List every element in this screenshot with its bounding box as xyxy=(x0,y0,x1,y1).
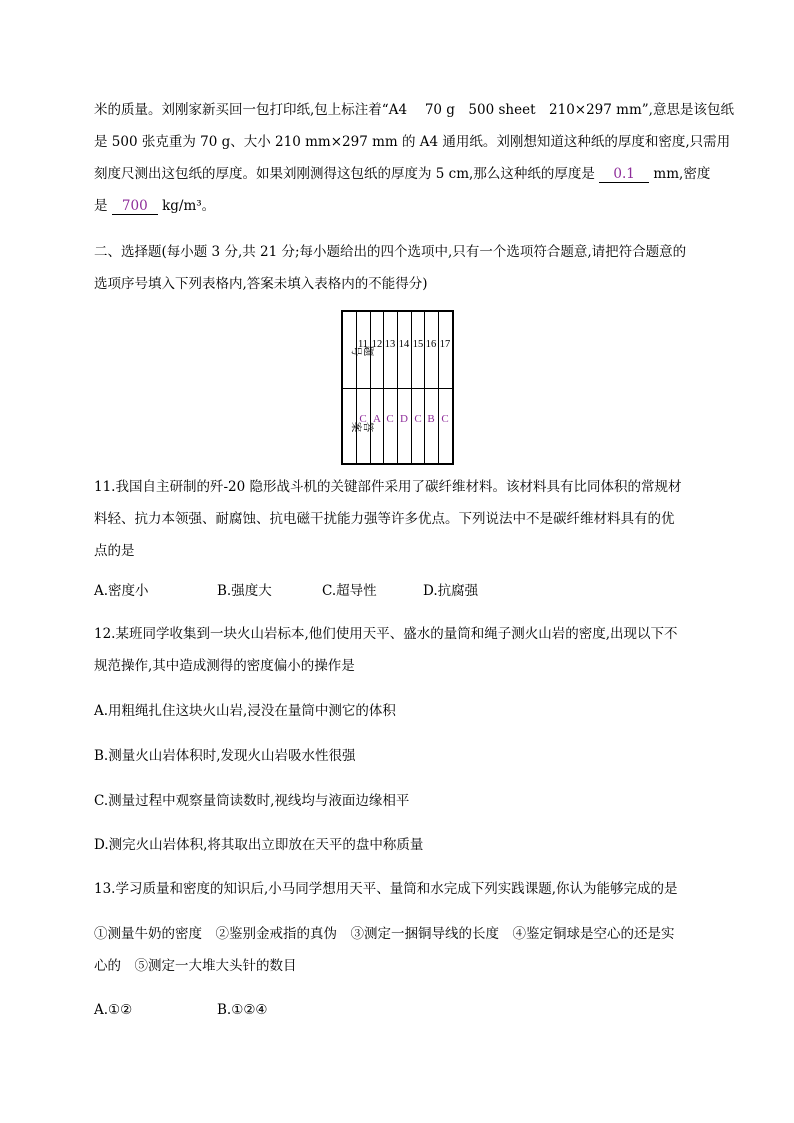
section-heading: 二、选择题(每小题 3 分,共 21 分;每小题给出的四个选项中,只有一个选项符合题意,请把符合题意的 xyxy=(94,244,687,260)
option-c: C.超导性 xyxy=(322,583,377,599)
answer-letter: C xyxy=(414,413,422,425)
table-col-divider xyxy=(397,312,398,463)
option-a: A.密度小 xyxy=(94,583,149,599)
answer-letter: B xyxy=(427,413,435,425)
question-11-stem: 料轻、抗力本领强、耐腐蚀、抗电磁干扰能力强等许多优点。下列说法中不是碳纤维材料具有的优 xyxy=(94,511,675,527)
paragraph-line xyxy=(94,197,215,215)
question-number: 15 xyxy=(412,339,424,350)
question-number: 16 xyxy=(425,339,437,350)
question-12-stem: 12.某班同学收集到一块火山岩标本,他们使用天平、盛水的量筒和绳子测火山岩的密度,出现以下不 xyxy=(94,626,678,642)
answer-letter: C xyxy=(386,413,394,425)
answer-table xyxy=(341,310,454,465)
answer-letter: D xyxy=(400,413,408,425)
table-col-divider xyxy=(370,312,371,463)
option-d: D.抗腐强 xyxy=(423,583,479,599)
question-11-stem: 点的是 xyxy=(94,543,135,559)
question-11-stem: 11.我国自主研制的歼-20 隐形战斗机的关键部件采用了碳纤维材料。该材料具有比同体积的常规材 xyxy=(94,479,682,495)
question-number: 11 xyxy=(357,339,369,350)
question-number: 14 xyxy=(398,339,410,350)
paragraph-line xyxy=(94,165,710,183)
thickness-answer: 0.1 xyxy=(599,167,649,183)
question-13-items: 心的 ⑤测定一大堆大头针的数目 xyxy=(94,958,297,974)
question-number: 13 xyxy=(384,339,396,350)
table-col-divider xyxy=(438,312,439,463)
question-number: 17 xyxy=(439,339,451,350)
paragraph-text: 刻度尺测出这包纸的厚度。如果刘刚测得这包纸的厚度为 5 cm,那么这种纸的厚度是 xyxy=(94,166,595,182)
answer-letter: C xyxy=(359,413,367,425)
question-number: 12 xyxy=(371,339,383,350)
option-b: B.测量火山岩体积时,发现火山岩吸水性很强 xyxy=(94,748,356,764)
question-13-stem: 13.学习质量和密度的知识后,小马同学想用天平、量筒和水完成下列实践课题,你认为能够完成的是 xyxy=(94,881,678,897)
option-d: D.测完火山岩体积,将其取出立即放在天平的盘中称质量 xyxy=(94,837,424,853)
density-answer: 700 xyxy=(112,199,158,215)
paragraph-text: mm,密度 xyxy=(653,166,711,182)
option-b: B.①②④ xyxy=(217,1002,268,1018)
question-12-stem: 规范操作,其中造成测得的密度偏小的操作是 xyxy=(94,658,355,674)
option-b: B.强度大 xyxy=(217,583,272,599)
option-c: C.测量过程中观察量筒读数时,视线均与液面边缘相平 xyxy=(94,793,410,809)
option-a: A.①② xyxy=(94,1002,133,1018)
table-col-divider xyxy=(424,312,425,463)
paragraph-line: 米的质量。刘刚家新买回一包打印纸,包上标注着“A4 70 g 500 sheet 210×297 mm”,意思是该包纸 xyxy=(94,102,734,118)
table-header-question: 题号 xyxy=(350,345,374,357)
paragraph-text: kg/m³。 xyxy=(162,198,216,214)
answer-letter: A xyxy=(373,413,381,425)
paragraph-line: 是 500 张克重为 70 g、大小 210 mm×297 mm 的 A4 通用纸。刘刚想知道这种纸的厚度和密度,只需用 xyxy=(94,134,731,150)
table-col-divider xyxy=(383,312,384,463)
section-heading: 选项序号填入下列表格内,答案未填入表格内的不能得分) xyxy=(94,276,428,292)
answer-letter: C xyxy=(441,413,449,425)
table-header-answer: 答案 xyxy=(350,421,374,433)
paragraph-text: 是 xyxy=(94,198,108,214)
table-col-divider xyxy=(411,312,412,463)
option-a: A.用粗绳扎住这块火山岩,浸没在量筒中测它的体积 xyxy=(94,703,396,719)
question-13-items: ①测量牛奶的密度 ②鉴别金戒指的真伪 ③测定一捆铜导线的长度 ④鉴定铜球是空心的还是实 xyxy=(94,926,675,942)
